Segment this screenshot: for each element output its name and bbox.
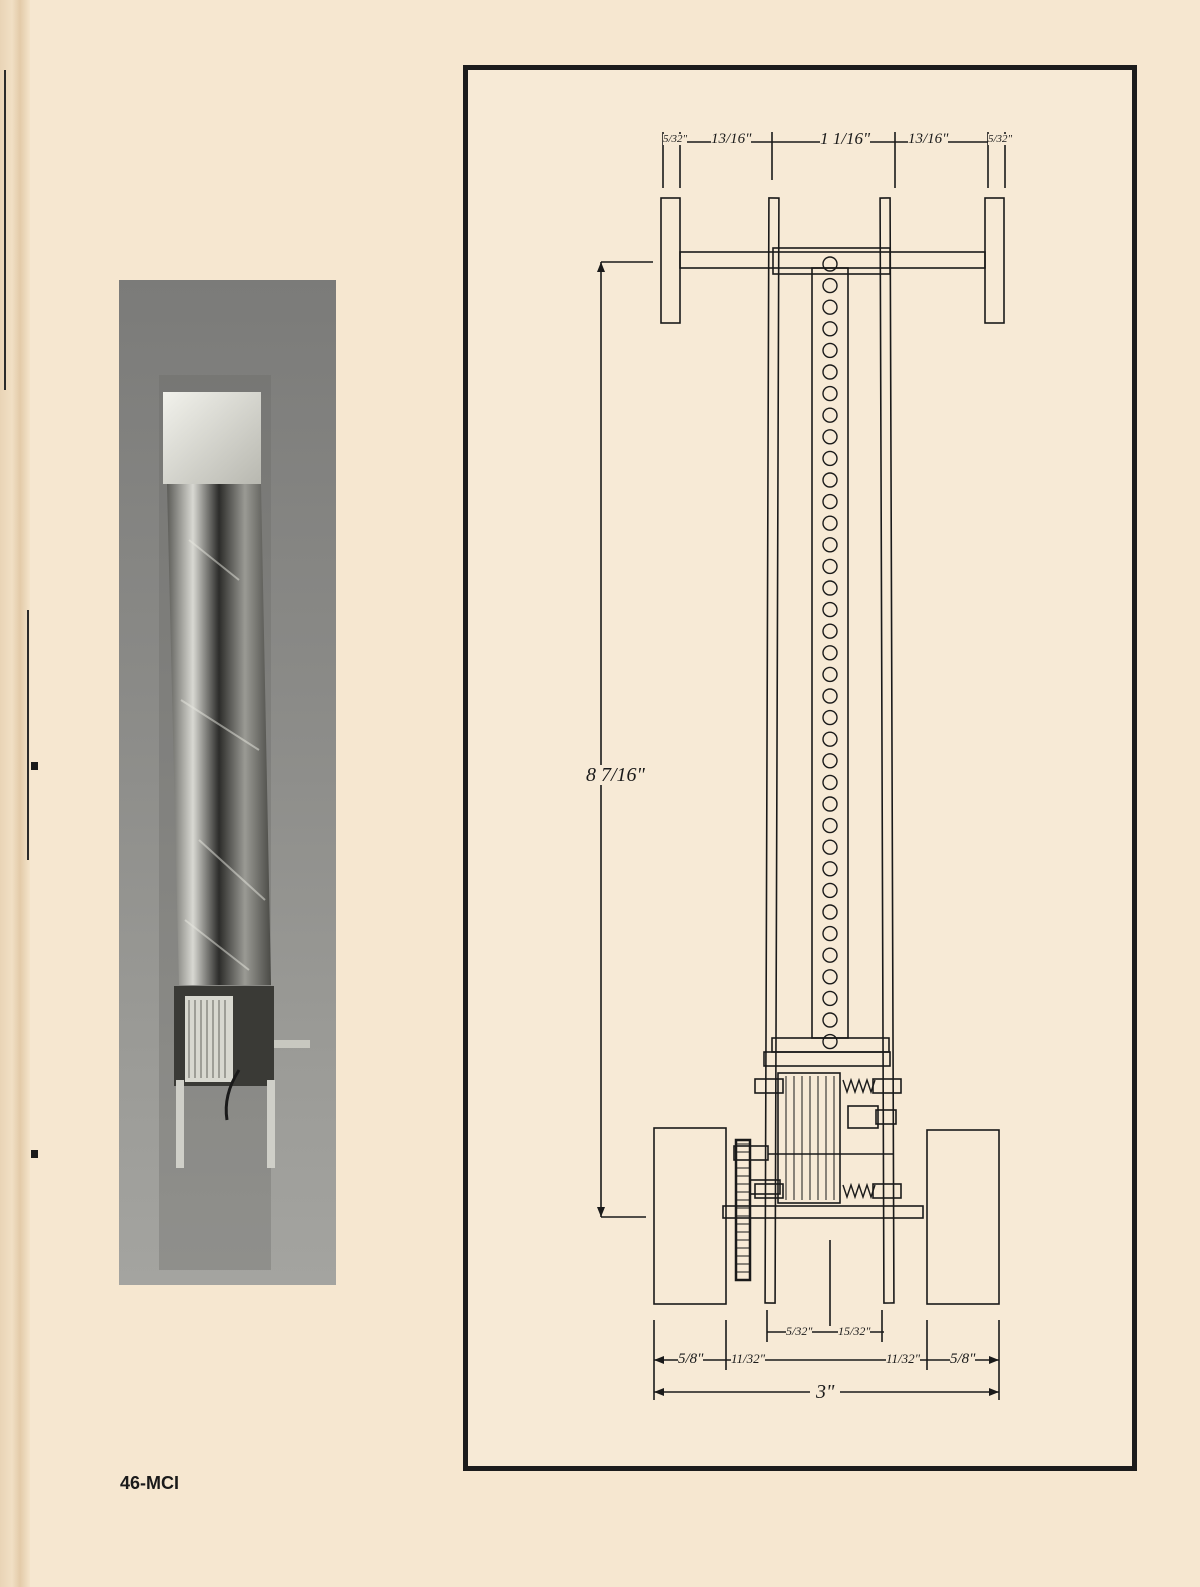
ballast-hole bbox=[823, 1013, 837, 1027]
dim-rear-gap-left: 11/32" bbox=[731, 1351, 766, 1366]
ballast-hole bbox=[823, 581, 837, 595]
ballast-hole bbox=[823, 322, 837, 336]
rear-rail-right bbox=[267, 1080, 275, 1168]
ballast-hole bbox=[823, 819, 837, 833]
dim-wheelbase: 8 7/16" bbox=[586, 764, 645, 786]
dim-overall-width: 3" bbox=[810, 1382, 840, 1402]
ballast-hole bbox=[823, 797, 837, 811]
ballast-hole bbox=[823, 538, 837, 552]
dim-rear-tire-left: 5/8" bbox=[678, 1351, 704, 1367]
ballast-hole bbox=[823, 624, 837, 638]
ballast-hole bbox=[823, 667, 837, 681]
ballast-hole bbox=[823, 408, 837, 422]
spine-rule-middle bbox=[27, 610, 29, 860]
ballast-hole bbox=[823, 473, 837, 487]
dim-front-tire-right: 5/32" bbox=[988, 133, 1013, 145]
ballast-hole bbox=[823, 840, 837, 854]
dim-rear-inner-right: 15/32" bbox=[838, 1324, 871, 1338]
ballast-hole bbox=[823, 754, 837, 768]
ballast-hole bbox=[823, 559, 837, 573]
ballast-hole bbox=[823, 927, 837, 941]
ballast-hole bbox=[823, 257, 837, 271]
motor bbox=[778, 1073, 840, 1203]
dim-rear-gap-right: 11/32" bbox=[886, 1351, 921, 1366]
ballast-hole bbox=[823, 300, 837, 314]
car-body-panel bbox=[167, 484, 271, 985]
motor-armature bbox=[185, 996, 233, 1082]
ballast-hole bbox=[823, 365, 837, 379]
rear-rail-left bbox=[176, 1080, 184, 1168]
ballast-hole bbox=[823, 711, 837, 725]
drive-gear bbox=[736, 1140, 750, 1280]
front-wheel-left bbox=[661, 198, 680, 323]
dim-front-center: 1 1/16" bbox=[820, 129, 871, 148]
ballast-hole bbox=[823, 279, 837, 293]
margin-marker-2 bbox=[31, 1150, 38, 1158]
center-spine bbox=[812, 268, 848, 1038]
margin-marker-1 bbox=[31, 762, 38, 770]
ballast-hole bbox=[823, 387, 837, 401]
dim-front-gap-right: 13/16" bbox=[908, 131, 949, 147]
dim-front-gap-left: 13/16" bbox=[711, 131, 752, 147]
ballast-hole bbox=[823, 646, 837, 660]
dim-front-tire-left: 5/32" bbox=[663, 133, 688, 145]
ballast-hole bbox=[823, 1035, 837, 1049]
ballast-hole bbox=[823, 451, 837, 465]
chassis-drawing bbox=[463, 65, 1137, 1471]
ballast-hole bbox=[823, 732, 837, 746]
ballast-hole bbox=[823, 603, 837, 617]
motor-bracket bbox=[772, 1038, 889, 1052]
ballast-hole bbox=[823, 775, 837, 789]
ballast-hole bbox=[823, 516, 837, 530]
car-photograph bbox=[119, 280, 336, 1285]
ballast-hole bbox=[823, 430, 837, 444]
rear-wheel-right bbox=[927, 1130, 999, 1304]
rear-wheel-left bbox=[654, 1128, 726, 1304]
spine-rule-top bbox=[4, 70, 6, 390]
ballast-hole bbox=[823, 970, 837, 984]
ballast-hole bbox=[823, 495, 837, 509]
ballast-hole bbox=[823, 991, 837, 1005]
page-number: 46-MCI bbox=[120, 1473, 180, 1493]
ballast-hole bbox=[823, 883, 837, 897]
front-wheel-right bbox=[985, 198, 1004, 323]
car-nose-panel bbox=[163, 392, 261, 484]
dim-rear-inner-left: 5/32" bbox=[786, 1324, 813, 1338]
chassis-rail-left bbox=[765, 198, 779, 1303]
ballast-hole bbox=[823, 905, 837, 919]
ballast-hole bbox=[823, 689, 837, 703]
ballast-hole bbox=[823, 948, 837, 962]
ballast-hole bbox=[823, 862, 837, 876]
ballast-hole bbox=[823, 343, 837, 357]
dim-rear-tire-right: 5/8" bbox=[950, 1351, 976, 1367]
front-axle bbox=[680, 252, 985, 268]
rear-axle-stub bbox=[274, 1040, 310, 1048]
chassis-rail-right bbox=[880, 198, 894, 1303]
